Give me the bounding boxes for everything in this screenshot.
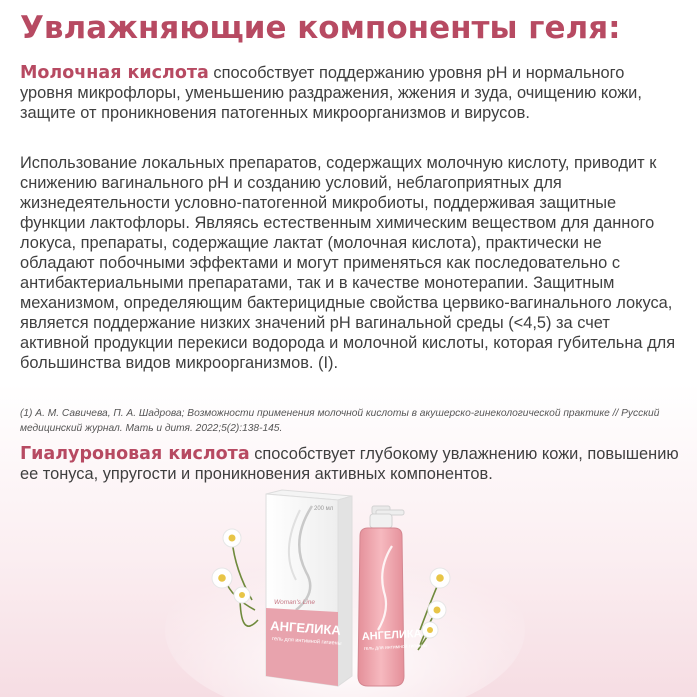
product-illustration [0,480,697,697]
product-bottle-name: АНГЕЛИКА [361,627,422,643]
lactic-acid-paragraph [20,63,680,123]
product-box-name: АНГЕЛИКА [269,618,342,638]
product-brand: Woman's Line [274,599,315,606]
product-bottle-subtitle: гель для интимной гигиены [363,642,428,652]
product-volume: 200 мл [314,506,334,512]
hyaluronic-acid-text: способствует глубокому увлажнению кожи, повышению ее тонуса, упругости и проникновения активных компонентов. [20,445,679,483]
hyaluronic-acid-paragraph [20,444,680,484]
product-box-subtitle: гель для интимной гигиены [271,636,342,647]
lactic-acid-term: Молочная кислота [20,63,209,83]
lactic-acid-text: способствует поддержанию уровня pH и нормального уровня микрофлоры, уменьшению раздражения, жжения и зуда, очищению кожи, защите от проникновения патогенных микроорганизмов и вирусов. [20,64,642,122]
page-title: Увлажняющие компоненты геля: [20,10,621,46]
hyaluronic-acid-term: Гиалуроновая кислота [20,444,250,464]
reference-footnote: (1) А. М. Савичева, П. А. Шадрова; Возможности применения молочной кислоты в акушерско-гинекологической практике // Русский медицинский журнал. Мать и дитя. 2022;5(2):138-145. [20,408,660,434]
lactic-acid-details-paragraph: Использование локальных препаратов, содержащих молочную кислоту, приводит к снижению вагинального pH и созданию условий, неблагоприятных для жизнедеятельности условно-патогенной микробиоты, поддерживая защитные функции лактофлоры. Являясь естественным химическим веществом для данного локуса, препараты, содержащие лактат (молочная кислота), практически не обладают побочными эффектами и могут применяться как последовательно с антибактериальными препаратами, так и в качестве монотерапии. Защитным механизмом, определяющим бактерицидные свойства цервико-вагинального локуса, является поддержание низких значений pH вагинальной среды (<4,5) за счет активной продукции перекиси водорода и молочной кислоты, которая губительна для большинства видов микроорганизмов. (I). [20,154,676,372]
product-box [266,490,352,686]
